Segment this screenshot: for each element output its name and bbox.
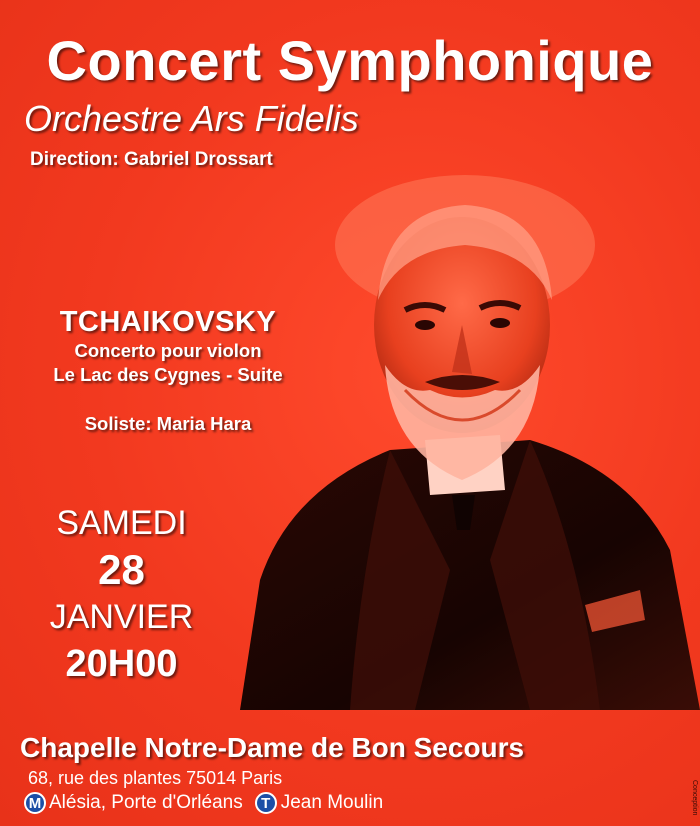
metro-stations: Alésia, Porte d'Orléans <box>49 792 243 813</box>
conductor-line: Direction: Gabriel Drossart <box>30 149 273 170</box>
transport-info <box>24 792 383 814</box>
date-weekday: SAMEDI <box>56 504 187 542</box>
tram-icon: T <box>255 792 277 814</box>
composer-name: TCHAIKOVSKY <box>59 306 277 338</box>
venue-address: 68, rue des plantes 75014 Paris <box>28 768 283 788</box>
concert-title: Concert Symphonique <box>46 29 654 92</box>
venue-name: Chapelle Notre-Dame de Bon Secours <box>20 732 525 763</box>
orchestra-name: Orchestre Ars Fidelis <box>24 98 359 139</box>
work-item: Concerto pour violon <box>74 340 262 361</box>
date-month: JANVIER <box>49 598 194 636</box>
tram-station: Jean Moulin <box>280 792 384 813</box>
design-credit: Conception <box>691 780 698 816</box>
work-item: Le Lac des Cygnes - Suite <box>53 364 283 385</box>
program-block <box>18 306 318 435</box>
date-day: 28 <box>98 546 145 593</box>
soloist-line: Soliste: Maria Hara <box>84 413 252 434</box>
date-time: 20H00 <box>65 643 178 685</box>
metro-icon: M <box>24 792 46 814</box>
date-block <box>0 500 243 688</box>
